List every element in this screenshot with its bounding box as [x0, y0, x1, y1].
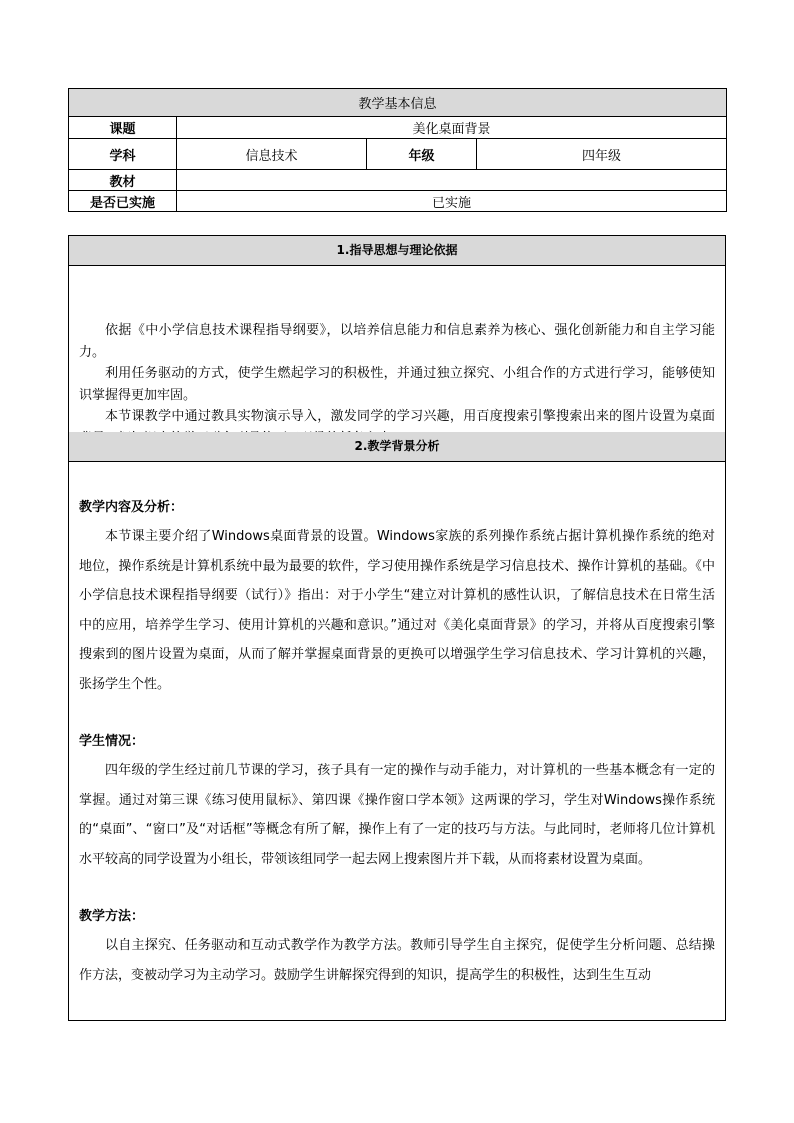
- section1-paragraph: 依据《中小学信息技术课程指导纲要》，以培养信息能力和信息素养为核心、强化创新能力和自主学习能力。: [79, 323, 715, 360]
- grade-label: 年级: [367, 139, 477, 170]
- basic-info-header: 教学基本信息: [69, 89, 727, 117]
- basic-info-table: [68, 88, 727, 212]
- textbook-label: 教材: [69, 170, 177, 191]
- implemented-label: 是否已实施: [69, 191, 177, 212]
- section2-body: [69, 462, 725, 990]
- content-heading: 教学内容及分析：: [79, 500, 184, 515]
- section2-title: 2.教学背景分析: [69, 432, 725, 462]
- grade-value: 四年级: [477, 139, 727, 170]
- method-heading: 教学方法：: [79, 909, 145, 924]
- section1-paragraph: 利用任务驱动的方式，使学生燃起学习的积极性，并通过独立探究、小组合作的方式进行学习，能够使知识掌握得更加牢固。: [79, 366, 715, 403]
- topic-label: 课题: [69, 117, 177, 139]
- section1-paragraph: 本节课教学中通过教具实物演示导入，激发同学的学习兴趣，用百度搜索引擎搜索出来的图片设置为桌面: [105, 409, 715, 424]
- method-paragraph: 以自主探究、任务驱动和互动式教学作为教学方法。教师引导学生自主探究，促使学生分析问题、总结操作方法，变被动学习为主动学习。鼓励学生讲解探究得到的知识，提高学生的积极性，达到生生互动: [79, 938, 715, 983]
- content-paragraph: 本节课主要介绍了Windows桌面背景的设置。Windows家族的系列操作系统占据计算机操作系统的绝对地位，操作系统是计算机系统中最为最要的软件，学习使用操作系统是学习信息技术、操作计算机的基础。《中小学信息技术课程指导纲要（试行）》指出：对于小学生“建立对计算机的感性认识，了解信息技术在日常生活中的应用，培养学生学习、使用计算机的兴趣和意识。”通过对《美化桌面背景》的学习，并将从百度搜索引擎搜索到的图片设置为桌面，从而了解并掌握桌面背景的更换可以增强学生学习信息技术、学习计算机的兴趣，张扬学生个性。: [79, 529, 715, 692]
- guiding-ideology-section: [68, 235, 726, 433]
- section1-body: [69, 266, 725, 449]
- students-paragraph: 四年级的学生经过前几节课的学习，孩子具有一定的操作与动手能力，对计算机的一些基本概念有一定的掌握。通过对第三课《练习使用鼠标》、第四课《操作窗口学本领》这两课的学习，学生对Windows操作系统的“桌面”、“窗口”及“对话框”等概念有所了解，操作上有了一定的技巧与方法。与此同时，老师将几位计算机水平较高的同学设置为小组长，带领该组同学一起去网上搜索图片并下载，从而将素材设置为桌面。: [79, 763, 715, 867]
- subject-label: 学科: [69, 139, 177, 170]
- teaching-background-section: [68, 432, 726, 1021]
- textbook-value: [177, 170, 727, 191]
- section1-title: 1.指导思想与理论依据: [69, 236, 725, 266]
- students-heading: 学生情况：: [79, 734, 145, 749]
- subject-value: 信息技术: [177, 139, 367, 170]
- implemented-value: 已实施: [177, 191, 727, 212]
- topic-value: 美化桌面背景: [177, 117, 727, 139]
